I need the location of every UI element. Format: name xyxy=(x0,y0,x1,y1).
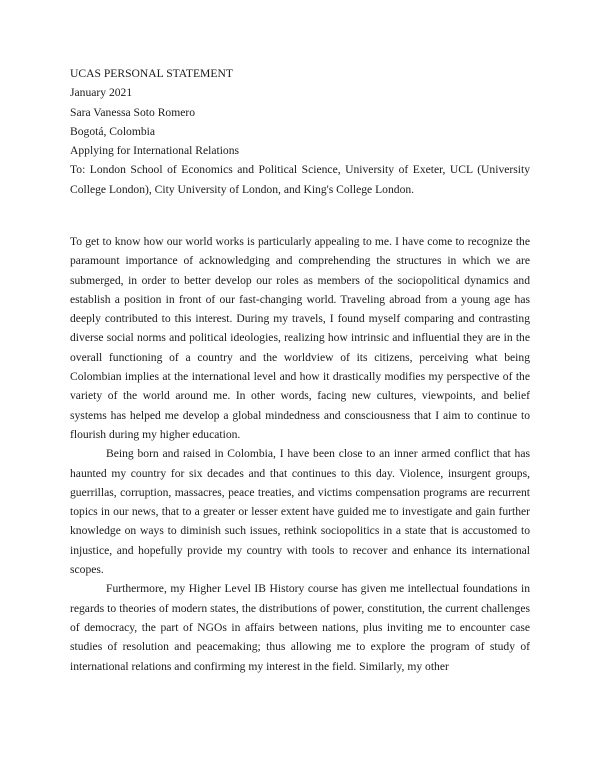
paragraph-1: To get to know how our world works is particularly appealing to me. I have come to recognize the paramount importance of acknowledging and comprehending the structures in which we are submerged, in order to better develop our roles as members of the sociopolitical dynamics and establish a position in front of our fast-changing world. Traveling abroad from a young age has deeply contributed to this interest. During my travels, I found myself comparing and contrasting diverse social norms and political ideologies, realizing how intrinsic and influential they are in the overall functioning of a country and the worldview of its citizens, perceiving what being Colombian implies at the international level and how it drastically modifies my perspective of the variety of the world around me. In other words, facing new cultures, viewpoints, and belief systems has helped me develop a global mindedness and consciousness that I aim to continue to flourish during my higher education. xyxy=(70,235,530,441)
paragraph-3: Furthermore, my Higher Level IB History course has given me intellectual foundations in regards to theories of modern states, the distributions of power, constitution, the current challenges of democracy, the part of NGOs in affairs between nations, plus inviting me to encounter case studies of resolution and peacemaking; thus allowing me to explore the program of study of international relations and confirming my interest in the field. Similarly, my other xyxy=(70,582,530,673)
document-date: January 2021 xyxy=(70,86,133,100)
document-header xyxy=(70,64,530,199)
author-name: Sara Vanessa Soto Romero xyxy=(70,105,196,119)
recipients-line: To: London School of Economics and Political Science, University of Exeter, UCL (University College London), City University of London, and King's College London. xyxy=(70,163,530,196)
author-location: Bogotá, Colombia xyxy=(70,124,156,138)
document-title: UCAS PERSONAL STATEMENT xyxy=(70,67,233,80)
applying-for-line: Applying for International Relations xyxy=(70,144,240,158)
statement-body xyxy=(70,232,530,676)
paragraph-2: Being born and raised in Colombia, I have been close to an inner armed conflict that has haunted my country for six decades and that continues to this day. Violence, insurgent groups, guerrillas, corruption, massacres, peace treaties, and victims compensation programs are recurrent topics in our news, that to a greater or lesser extent have guided me to investigate and gain further knowledge on ways to diminish such issues, rethink sociopolitics in a state that is accustomed to injustice, and hopefully provide my country with tools to recover and enhance its international scopes. xyxy=(70,447,530,577)
